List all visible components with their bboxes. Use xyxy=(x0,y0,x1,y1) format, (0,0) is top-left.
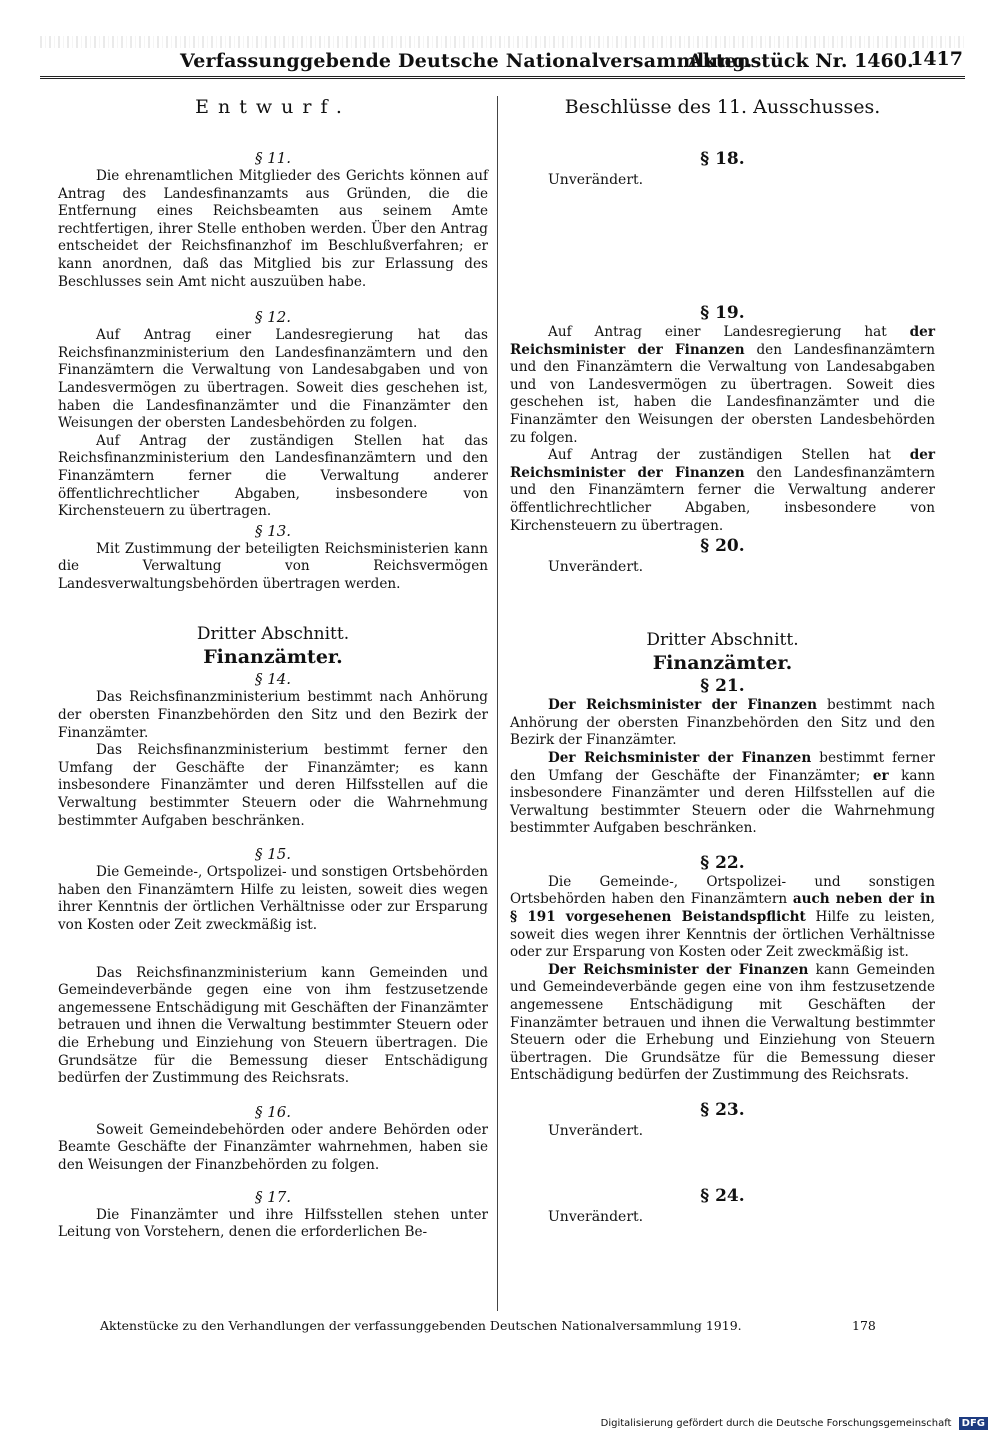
section-17-heading: § 17. xyxy=(254,1187,292,1206)
abschnitt-title-right: Finanzämter. xyxy=(652,652,793,675)
section-16-text: Soweit Gemeindebehörden oder andere Behörden oder Beamte Geschäfte der Finanzämter wahrnehmen, haben sie den Weisungen der Finanzbehörden zu folgen. xyxy=(58,1121,488,1173)
section-19-heading: § 19. xyxy=(700,303,745,323)
section-17-text: Die Finanzämter und ihre Hilfsstellen stehen unter Leitung von Vorstehern, denen die erforderlichen Be- xyxy=(58,1206,488,1241)
section-23-heading: § 23. xyxy=(700,1100,745,1120)
abschnitt-title: Finanzämter. xyxy=(203,646,343,669)
section-18-text: Unverändert. xyxy=(548,172,644,188)
section-23-text: Unverändert. xyxy=(548,1123,644,1139)
dfg-credit xyxy=(601,1417,988,1430)
footer-sheet-number: 178 xyxy=(852,1318,876,1333)
section-11-text: Die ehrenamtlichen Mitglieder des Gerichts können auf Antrag des Landesfinanzamts aus Gründen, die die Entfernung eines Reichsbeamten aus seinem Amte rechtfertigen, ihrer Stelle enthoben werden. Über den Antrag entscheidet der Reichsfinanzhof im Beschlußverfahren; er kann anordnen, daß das Mitglied bis zur Erlassung des Beschlusses sein Amt nicht auszuüben habe. xyxy=(58,168,488,290)
header-title: Verfassunggebende Deutsche Nationalversammlung. xyxy=(180,50,753,72)
dfg-credit-text: Digitalisierung gefördert durch die Deutsche Forschungsgemeinschaft xyxy=(600,1418,952,1429)
abschnitt-heading-right: Dritter Abschnitt. xyxy=(646,630,799,651)
section-11-heading: § 11. xyxy=(254,149,292,167)
page-number: 1417 xyxy=(910,48,963,70)
left-heading: Entwurf. xyxy=(195,96,351,118)
section-13-text: Mit Zustimmung der beteiligten Reichsministerien kann die Verwaltung von Reichsvermögen Landesverwaltungsbehörden übertragen werden. xyxy=(58,540,488,592)
footer-text: Aktenstücke zu den Verhandlungen der verfassunggebenden Deutschen Nationalversammlung 1919. xyxy=(100,1318,742,1333)
right-column xyxy=(510,96,935,1316)
section-24-heading: § 24. xyxy=(700,1186,745,1206)
section-22-heading: § 22. xyxy=(700,852,745,873)
left-column xyxy=(58,96,488,1316)
abschnitt-heading: Dritter Abschnitt. xyxy=(196,624,350,645)
section-14-text: Das Reichsfinanzministerium bestimmt nach Anhörung der obersten Finanzbehörden den Sitz und den Bezirk der Finanzämter. Das Reichsfinanzministerium bestimmt ferner den Umfang der Geschäfte der Finanzämter; es kann insbesondere Finanzämter und deren Hilfsstellen auf die Verwaltung bestimmter Steuern oder die Wahrnehmung bestimmter Aufgaben beschränken. xyxy=(58,689,488,829)
section-20-text: Unverändert. xyxy=(548,559,644,576)
section-20-heading: § 20. xyxy=(700,536,745,557)
section-13-heading: § 13. xyxy=(254,521,292,540)
section-21-text: Der Reichsminister der Finanzen bestimmt nach Anhörung der obersten Finanzbehörden den Sitz und den Bezirk der Finanzämter. Der Reichsminister der Finanzen bestimmt ferner den Umfang der Geschäfte der Finanzämter; er kann insbesondere Finanzämter und deren Hilfsstellen auf die Verwaltung bestimmter Steuern oder die Wahrnehmung bestimmter Aufgaben beschränken. xyxy=(510,697,936,837)
page-header xyxy=(40,46,965,79)
section-18-heading: § 18. xyxy=(700,149,745,169)
column-divider xyxy=(497,96,498,1311)
section-15-text: Die Gemeinde-, Ortspolizei- und sonstigen Ortsbehörden haben den Finanzämtern Hilfe zu leisten, soweit dies wegen ihrer Kenntnis der örtlichen Verhältnisse oder zur Ersparung von Kosten oder Zeit zweckmäßig ist. Das Reichsfinanzministerium kann Gemeinden und Gemeindeverbände gegen eine von ihm festzusetzende angemessene Entschädigung mit Geschäften der Finanzämter betrauen und ihnen die Verwaltung bestimmter Steuern oder die Erhebung und Einziehung von Steuern übertragen. Die Grundsätze für die Bemessung dieser Entschädigung bedürfen der Zustimmung des Reichsrats. xyxy=(58,864,488,1087)
section-12-heading: § 12. xyxy=(254,308,292,327)
section-12-text: Auf Antrag einer Landesregierung hat das Reichsfinanzministerium den Landesfinanzämtern und den Finanzämtern die Verwaltung von Landesabgaben und von Landesvermögen zu übertragen. Soweit dies geschehen ist, haben die Landesfinanzämter und die Finanzämter den Weisungen der obersten Landesbehörden zu folgen. Auf Antrag der zuständigen Stellen hat das Reichsfinanzministerium den Landesfinanzämtern und den Finanzämtern ferner die Verwaltung anderer öffentlichrechtlicher Abgaben, insbesondere von Kirchensteuern zu übertragen. xyxy=(58,327,488,520)
right-heading: Beschlüsse des 11. Ausschusses. xyxy=(564,96,881,118)
section-21-heading: § 21. xyxy=(700,676,745,697)
section-15-heading: § 15. xyxy=(254,845,292,864)
section-19-text: Auf Antrag einer Landesregierung hat der Reichsminister der Finanzen den Landesfinanzämtern und den Finanzämtern die Verwaltung von Landesabgaben und von Landesvermögen zu übertragen. Soweit dies geschehen ist, haben die Landesfinanzämter und die Finanzämter den Weisungen der obersten Landesbehörden zu folgen. Auf Antrag der zuständigen Stellen hat der Reichsminister der Finanzen den Landesfinanzämtern und den Finanzämtern ferner die Verwaltung anderer öffentlichrechtlicher Abgaben, insbesondere von Kirchensteuern zu übertragen. xyxy=(510,324,936,534)
section-16-heading: § 16. xyxy=(254,1102,292,1121)
section-22-text: Die Gemeinde-, Ortspolizei- und sonstigen Ortsbehörden haben den Finanzämtern auch neben der in § 191 vorgesehenen Beistandspflicht Hilfe zu leisten, soweit dies wegen ihrer Kenntnis der örtlichen Verhältnisse oder zur Ersparung von Kosten oder Zeit zweckmäßig ist. Der Reichsminister der Finanzen kann Gemeinden und Gemeindeverbände gegen eine von ihm festzusetzende angemessene Entschädigung mit Geschäften der Finanzämter betrauen und ihnen die Verwaltung bestimmter Steuern oder die Erhebung und Einziehung von Steuern übertragen. Die Grundsätze für die Bemessung dieser Entschädigung bedürfen der Zustimmung des Reichsrats. xyxy=(510,873,936,1084)
section-24-text: Unverändert. xyxy=(548,1209,644,1225)
section-14-heading: § 14. xyxy=(254,670,292,689)
header-aktenstueck: Aktenstück Nr. 1460. xyxy=(688,50,914,72)
dfg-logo: DFG xyxy=(959,1417,988,1430)
